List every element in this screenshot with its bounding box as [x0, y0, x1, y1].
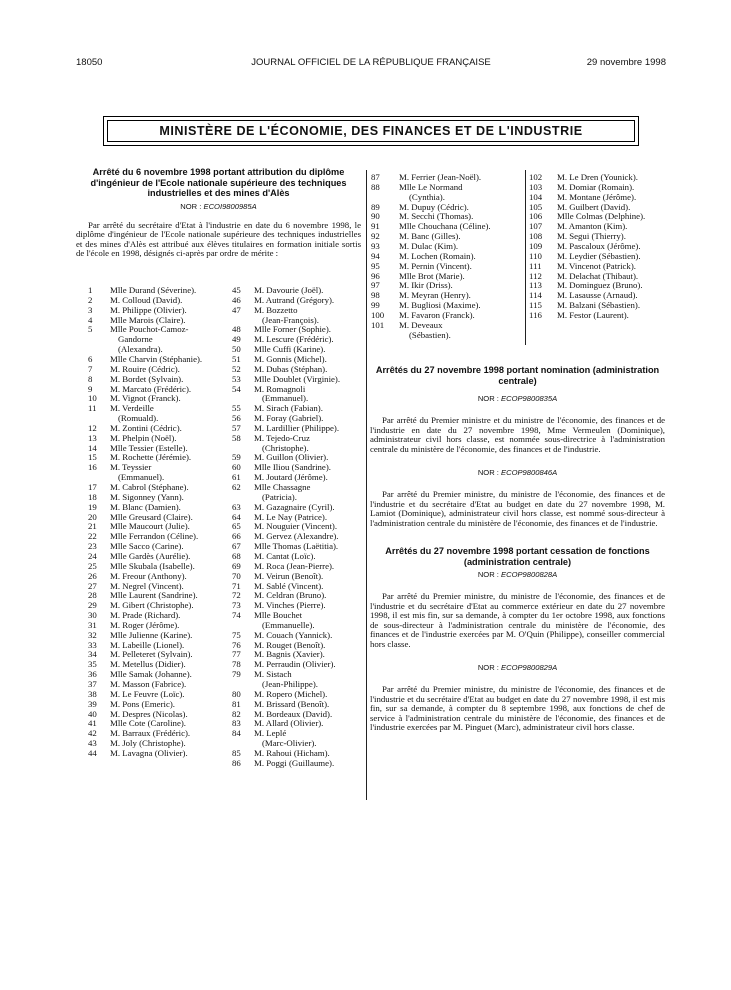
graduate-name: M. Meyran (Henry). — [399, 290, 471, 301]
rank-number: 5 — [88, 324, 93, 335]
rank-number: 31 — [88, 619, 97, 630]
graduate-name: M. Sistach — [254, 669, 292, 680]
graduate-name: M. Guillon (Olivier). — [254, 452, 329, 463]
rank-number: 75 — [232, 629, 241, 640]
graduate-name: M. Couach (Yannick). — [254, 629, 333, 640]
rank-number: 53 — [232, 373, 241, 384]
graduate-name: M. Lasausse (Arnaud). — [557, 290, 638, 301]
arrete-diplome-title: Arrêté du 6 novembre 1998 portant attribution du diplôme d'ingénieur de l'Ecole nationale supérieure des techniques industrielles et des mines d'Alès — [90, 167, 347, 198]
ministry-banner — [103, 116, 639, 146]
nor-reference: NOR : ECOI9800985A — [180, 201, 257, 211]
graduate-name: M. Pelleteret (Sylvain). — [110, 649, 193, 660]
rank-number: 36 — [88, 669, 97, 680]
graduate-name: M. Prade (Richard). — [110, 610, 181, 621]
rank-number: 8 — [88, 373, 93, 384]
graduate-name: M. Cantat (Loïc). — [254, 550, 316, 561]
rank-number: 6 — [88, 353, 93, 364]
rank-number: 39 — [88, 698, 97, 709]
graduate-name: M. Barraux (Frédéric). — [110, 728, 191, 739]
rank-number: 21 — [88, 521, 97, 532]
graduate-name: M. Leplé — [254, 728, 287, 739]
rank-number: 14 — [88, 442, 97, 453]
graduate-name: M. Bozzetto — [254, 304, 298, 315]
graduate-name: Mlle Gardès (Aurélie). — [110, 550, 191, 561]
graduate-name: M. Sirach (Fabian). — [254, 403, 323, 414]
graduate-name: M. Gervez (Alexandre). — [254, 531, 339, 542]
rank-number: 62 — [232, 482, 241, 492]
rank-number: 65 — [232, 521, 241, 532]
rank-number: 56 — [232, 413, 241, 424]
graduate-name: Mlle Charvin (Stéphanie). — [110, 353, 203, 364]
journal-title: JOURNAL OFFICIEL DE LA RÉPUBLIQUE FRANÇAISE — [251, 57, 491, 68]
rank-number: 22 — [88, 531, 97, 542]
rank-number: 99 — [371, 300, 380, 311]
graduate-name: Mlle Marois (Claire). — [110, 314, 186, 325]
graduate-name: Mlle Sacco (Carine). — [110, 541, 184, 552]
graduate-name: M. Gibert (Christophe). — [110, 600, 194, 611]
rank-number: 52 — [232, 363, 241, 374]
graduate-name: M. Masson (Fabrice). — [110, 679, 187, 689]
graduate-name: M. Leydier (Sébastien). — [557, 250, 641, 261]
graduate-name: M. Zontini (Cédric). — [110, 422, 182, 433]
graduate-name: M. Le Dren (Younick). — [557, 172, 638, 182]
graduate-name: Mlle Cuffi (Karine). — [254, 344, 326, 355]
graduate-name: M. Joutard (Jérôme). — [254, 472, 328, 483]
rank-number: 107 — [529, 221, 543, 232]
graduate-name: M. Delachat (Thibaut). — [557, 270, 639, 281]
graduate-name: M. Dupuy (Cédric). — [399, 201, 469, 212]
graduate-name: M. Ropero (Michel). — [254, 688, 328, 699]
rank-number: 89 — [371, 201, 380, 212]
graduate-name: (Marc-Olivier). — [262, 738, 317, 749]
graduate-name: M. Vincenot (Patrick). — [557, 260, 636, 271]
rank-number: 37 — [88, 679, 97, 689]
rank-number: 68 — [232, 550, 241, 561]
graduate-name: M. Joly (Christophe). — [110, 738, 186, 749]
rank-number: 41 — [88, 718, 97, 729]
graduate-name: (Christophe). — [262, 442, 309, 453]
graduate-name: (Jean-Philippe). — [262, 679, 318, 689]
rank-number: 33 — [88, 639, 97, 650]
rank-number: 97 — [371, 280, 380, 291]
arrete-nomination-body-1: Par arrêté du Premier ministre et du ministre de l'économie, des finances et de l'industrie en date du 27 novembre 1998, Mme Vermeulen (Dominique), administrateur civil hors classe, est nommée sous-directrice à l'administration centrale du ministère de l'économie, des finances et de l'industrie. — [370, 415, 665, 454]
graduate-name: M. Perraudin (Olivier). — [254, 659, 336, 670]
graduate-name: M. Balzani (Sébastien). — [557, 300, 641, 311]
graduate-name: Mlle Skubala (Isabelle). — [110, 560, 195, 571]
graduate-name: M. Colloud (David). — [110, 294, 183, 305]
graduate-name: (Emmanuel). — [262, 393, 309, 404]
arrete-diplome — [76, 167, 361, 259]
nor-code: ECOP9800846A — [501, 468, 558, 477]
graduate-name: M. Ikir (Driss). — [399, 280, 453, 291]
rank-number: 60 — [232, 462, 241, 473]
graduate-name: Mlle Maucourt (Julie). — [110, 521, 190, 532]
graduate-name: M. Bugliosi (Maxime). — [399, 300, 481, 311]
nor-reference: NOR : ECOP9800829A — [477, 663, 558, 672]
graduate-name: M. Nouguier (Vincent). — [254, 521, 338, 532]
graduate-name: M. Sigonney (Yann). — [110, 491, 184, 502]
rank-number: 58 — [232, 432, 241, 443]
rank-number: 114 — [529, 290, 542, 301]
rank-number: 45 — [232, 285, 241, 295]
rank-number: 103 — [529, 181, 543, 192]
rank-number: 34 — [88, 649, 97, 660]
rank-number: 84 — [232, 728, 241, 739]
column-rule-list — [525, 170, 526, 345]
graduate-name: M. Rouire (Cédric). — [110, 363, 180, 374]
graduate-name: M. Negrel (Vincent). — [110, 580, 184, 591]
graduate-name: M. Veirun (Benoît). — [254, 570, 324, 581]
rank-number: 113 — [529, 280, 542, 291]
graduate-name: M. Banc (Gilles). — [399, 231, 461, 242]
graduate-name: Mlle Ferrandon (Céline). — [110, 531, 199, 542]
rank-number: 43 — [88, 738, 97, 749]
graduate-name: M. Davourie (Joël). — [254, 285, 324, 295]
graduate-name: M. Philippe (Olivier). — [110, 304, 187, 315]
rank-number: 50 — [232, 344, 241, 355]
graduate-name: M. Bordeaux (David). — [254, 708, 333, 719]
arrete-cessation-body-2: Par arrêté du Premier ministre, du ministre de l'économie, des finances et de l'industrie et du secrétaire d'Etat au budget en date du 27 novembre 1998, il est mis fin, sur sa demande, à compter du 8 septembre 1998, aux fonctions de chef de service à l'administration centrale du ministère de l'économie, des finances et de l'industrie exercées par M. Pinguet (Marc), administrateur civil hors classe. — [370, 684, 665, 732]
graduate-name: M. Vignot (Franck). — [110, 393, 181, 404]
graduate-name: M. Rouget (Benoît). — [254, 639, 326, 650]
rank-number: 11 — [88, 403, 97, 414]
nor-reference: NOR : ECOP9800846A — [477, 468, 558, 477]
rank-number: 15 — [88, 452, 97, 463]
graduate-name: M. Labeille (Lionel). — [110, 639, 185, 650]
graduate-name: M. Domiar (Romain). — [557, 181, 635, 192]
graduate-name: M. Poggi (Guillaume). — [254, 757, 335, 768]
graduate-name: M. Freour (Anthony). — [110, 570, 187, 581]
rank-number: 72 — [232, 590, 241, 601]
rank-number: 38 — [88, 688, 97, 699]
graduate-name: M. Celdran (Bruno). — [254, 590, 327, 601]
rank-number: 73 — [232, 600, 241, 611]
rank-number: 16 — [88, 462, 97, 473]
graduate-name: M. Le Feuvre (Loïc). — [110, 688, 185, 699]
rank-number: 63 — [232, 501, 241, 512]
arrete-cessation-title: Arrêtés du 27 novembre 1998 portant cessation de fonctions (administration centrale) — [385, 546, 650, 567]
arrete-nomination-body-2: Par arrêté du Premier ministre, du ministre de l'économie, des finances et de l'industrie et du secrétaire d'Etat au budget en date du 27 novembre 1998, M. Lamiot (Dominique), administrateur civil hors classe, est nommé sous-directeur à l'administration centrale du ministère de l'économie, des finances et de l'industrie. — [370, 489, 665, 528]
rank-number: 4 — [88, 314, 93, 325]
graduate-name: M. Dominguez (Bruno). — [557, 280, 643, 291]
rank-number: 105 — [529, 201, 543, 212]
rank-number: 51 — [232, 353, 241, 364]
rank-number: 19 — [88, 501, 97, 512]
graduate-name: M. Roger (Jérôme). — [110, 619, 180, 630]
rank-number: 2 — [88, 294, 93, 305]
rank-number: 81 — [232, 698, 241, 709]
page-header — [76, 57, 666, 69]
rank-number: 96 — [371, 270, 380, 281]
rank-number: 64 — [232, 511, 241, 522]
rank-number: 1 — [88, 285, 93, 295]
rank-number: 112 — [529, 270, 542, 281]
rank-number: 80 — [232, 688, 241, 699]
nor-code: ECOP9800829A — [501, 663, 558, 672]
graduate-name: M. Lochen (Romain). — [399, 250, 476, 261]
rank-number: 49 — [232, 334, 241, 345]
rank-number: 25 — [88, 560, 97, 571]
graduate-name: (Patricia). — [262, 491, 297, 502]
rank-number: 90 — [371, 211, 380, 222]
graduate-name: M. Vinches (Pierre). — [254, 600, 326, 611]
graduate-name: M. Guilbert (David). — [557, 201, 631, 212]
graduate-name: M. Lescure (Frédéric). — [254, 334, 334, 345]
rank-number: 12 — [88, 422, 97, 433]
rank-number: 55 — [232, 403, 241, 414]
graduate-name: M. Bordet (Sylvain). — [110, 373, 184, 384]
page-number: 18050 — [76, 57, 103, 68]
graduate-name: Mlle Samak (Johanne). — [110, 669, 192, 680]
rank-number: 88 — [371, 181, 380, 192]
arrete-diplome-body: Par arrêté du secrétaire d'Etat à l'industrie en date du 6 novembre 1998, le diplôme d'ingénieur de l'Ecole nationale supérieure des techniques industrielles et des mines d'Alès est attribué aux élèves titulaires en formation initiale sortis de l'école en 1998, désignés ci-après par ordre de mérite : — [76, 219, 361, 258]
rank-number: 27 — [88, 580, 97, 591]
rank-number: 67 — [232, 541, 241, 552]
nor-code: ECOP9800828A — [501, 570, 558, 579]
graduate-name: M. Brissard (Benoît). — [254, 698, 330, 709]
graduate-name: M. Lavagna (Olivier). — [110, 747, 188, 758]
rank-number: 32 — [88, 629, 97, 640]
arrete-cessation-body-1: Par arrêté du Premier ministre, du ministre de l'économie, des finances et de l'industrie et du secrétaire d'Etat au commerce extérieur en date du 27 novembre 1998, il est mis fin, sur sa demande, à compter du 1er octobre 1998, aux fonctions de sous-directeur à l'administration centrale du ministère de l'économie, des finances et de l'industrie exercées par M. O'Quin (Philippe), conseiller commercial hors classe. — [370, 591, 665, 649]
rank-number: 48 — [232, 324, 241, 335]
graduate-name: M. Tejedo-Cruz — [254, 432, 310, 443]
graduate-name: M. Romagnoli — [254, 383, 306, 394]
rank-number: 29 — [88, 600, 97, 611]
rank-number: 94 — [371, 250, 380, 261]
graduate-name: Mlle Brot (Marie). — [399, 270, 465, 281]
graduate-name: Mlle Doublet (Virginie). — [254, 373, 341, 384]
rank-number: 91 — [371, 221, 380, 232]
rank-number: 79 — [232, 669, 241, 680]
column-rule-left — [366, 170, 367, 800]
graduate-name: (Cynthia). — [409, 191, 445, 202]
rank-number: 83 — [232, 718, 241, 729]
rank-number: 9 — [88, 383, 93, 394]
graduate-name: M. Lardillier (Philippe). — [254, 422, 340, 433]
graduate-name: M. Rahoui (Hicham). — [254, 747, 330, 758]
graduate-name: M. Pascaloux (Jérôme). — [557, 240, 641, 251]
graduate-name: Mlle Greusard (Claire). — [110, 511, 193, 522]
graduate-name: M. Sablé (Vincent). — [254, 580, 324, 591]
graduate-name: Mlle Iliou (Sandrine). — [254, 462, 331, 473]
rank-number: 69 — [232, 560, 241, 571]
rank-number: 116 — [529, 309, 542, 320]
graduate-name: Mlle Durand (Séverine). — [110, 285, 197, 295]
graduate-name: M. Bagnis (Xavier). — [254, 649, 325, 660]
graduate-name: M. Despres (Nicolas). — [110, 708, 188, 719]
rank-number: 92 — [371, 231, 380, 242]
graduate-name: M. Festor (Laurent). — [557, 309, 629, 320]
graduate-name: (Sébastien). — [409, 329, 451, 340]
nor-reference: NOR : ECOP9800835A — [477, 394, 558, 403]
graduate-name: M. Favaron (Franck). — [399, 309, 475, 320]
rank-number: 47 — [232, 304, 241, 315]
rank-number: 66 — [232, 531, 241, 542]
graduate-name: M. Blanc (Damien). — [110, 501, 181, 512]
rank-number: 59 — [232, 452, 241, 463]
graduate-name: M. Rochette (Jérémie). — [110, 452, 192, 463]
rank-number: 20 — [88, 511, 97, 522]
rank-number: 102 — [529, 172, 543, 182]
rank-number: 35 — [88, 659, 97, 670]
graduate-name: Mlle Julienne (Karine). — [110, 629, 193, 640]
rank-number: 78 — [232, 659, 241, 670]
rank-number: 106 — [529, 211, 543, 222]
graduate-name: (Jean-François). — [262, 314, 319, 325]
graduate-name: Mlle Pouchot-Camoz- — [110, 324, 189, 335]
rank-number: 3 — [88, 304, 93, 315]
rank-number: 77 — [232, 649, 241, 660]
rank-number: 71 — [232, 580, 241, 591]
rank-number: 109 — [529, 240, 543, 251]
graduate-name: M. Le Nay (Patrice). — [254, 511, 328, 522]
graduate-name: (Emmanuel). — [118, 472, 165, 483]
graduate-name: M. Dubas (Stéphan). — [254, 363, 328, 374]
graduate-name: Mlle Laurent (Sandrine). — [110, 590, 198, 601]
rank-number: 57 — [232, 422, 241, 433]
graduate-name: Mlle Cote (Caroline). — [110, 718, 186, 729]
rank-number: 104 — [529, 191, 543, 202]
graduate-name: M. Montane (Jérôme). — [557, 191, 637, 202]
graduate-name: Mlle Colmas (Delphine). — [557, 211, 646, 222]
graduate-name: M. Teyssier — [110, 462, 152, 473]
rank-number: 87 — [371, 172, 380, 182]
rank-number: 46 — [232, 294, 241, 305]
graduate-name: Gandorne — [118, 334, 153, 345]
graduate-name: M. Amanton (Kim). — [557, 221, 628, 232]
graduate-name: Mlle Chassagne — [254, 482, 311, 492]
rank-number: 40 — [88, 708, 97, 719]
graduate-name: M. Autrand (Grégory). — [254, 294, 335, 305]
rank-number: 23 — [88, 541, 97, 552]
graduate-name: Mlle Forner (Sophie). — [254, 324, 331, 335]
graduate-name: M. Segui (Thierry). — [557, 231, 626, 242]
rank-number: 13 — [88, 432, 97, 443]
rank-number: 7 — [88, 363, 93, 374]
nor-code: ECOI9800985A — [203, 201, 257, 211]
rank-number: 70 — [232, 570, 241, 581]
rank-number: 10 — [88, 393, 97, 404]
arretes-nomination-cessation — [370, 365, 665, 733]
rank-number: 93 — [371, 240, 380, 251]
graduate-name: M. Gonnis (Michel). — [254, 353, 327, 364]
graduate-name: M. Phelpin (Noël). — [110, 432, 177, 443]
rank-number: 61 — [232, 472, 241, 483]
rank-number: 17 — [88, 482, 97, 492]
rank-number: 86 — [232, 757, 241, 768]
graduate-name: (Emmanuelle). — [262, 619, 315, 630]
rank-number: 30 — [88, 610, 97, 621]
graduate-name: M. Deveaux — [399, 319, 443, 330]
graduate-name: M. Secchi (Thomas). — [399, 211, 474, 222]
graduate-name: (Alexandra). — [118, 344, 163, 355]
rank-number: 115 — [529, 300, 542, 311]
rank-number: 28 — [88, 590, 97, 601]
graduate-name: M. Cabrol (Stéphane). — [110, 482, 189, 492]
rank-number: 111 — [529, 260, 542, 271]
graduate-name: (Romuald). — [118, 413, 159, 424]
rank-number: 24 — [88, 550, 97, 561]
nor-code: ECOP9800835A — [501, 394, 558, 403]
graduate-name: M. Foray (Gabriel). — [254, 413, 324, 424]
rank-number: 74 — [232, 610, 241, 621]
rank-number: 42 — [88, 728, 97, 739]
rank-number: 18 — [88, 491, 97, 502]
rank-number: 101 — [371, 319, 385, 330]
rank-number: 76 — [232, 639, 241, 650]
graduate-name: Mlle Tessier (Estelle). — [110, 442, 188, 453]
graduate-name: Mlle Thomas (Laëtitia). — [254, 541, 339, 552]
graduate-name: M. Marcato (Frédéric). — [110, 383, 192, 394]
rank-number: 98 — [371, 290, 380, 301]
graduate-name: Mlle Chouchana (Céline). — [399, 221, 491, 232]
rank-number: 95 — [371, 260, 380, 271]
rank-number: 108 — [529, 231, 543, 242]
graduate-name: M. Gazagnaire (Cyril). — [254, 501, 335, 512]
rank-number: 44 — [88, 747, 97, 758]
graduate-name: M. Pernin (Vincent). — [399, 260, 472, 271]
graduate-name: Mlle Bouchet — [254, 610, 303, 621]
rank-number: 85 — [232, 747, 241, 758]
nor-reference: NOR : ECOP9800828A — [477, 570, 558, 579]
ministry-title: MINISTÈRE DE L'ÉCONOMIE, DES FINANCES ET DE L'INDUSTRIE — [107, 120, 635, 142]
issue-date: 29 novembre 1998 — [586, 57, 666, 68]
graduate-name: M. Dulac (Kim). — [399, 240, 459, 251]
graduate-name: M. Verdeille — [110, 403, 154, 414]
rank-number: 54 — [232, 383, 241, 394]
arrete-nomination-title: Arrêtés du 27 novembre 1998 portant nomination (administration centrale) — [375, 365, 660, 386]
graduate-name: M. Allard (Olivier). — [254, 718, 324, 729]
rank-number: 82 — [232, 708, 241, 719]
rank-number: 26 — [88, 570, 97, 581]
rank-number: 100 — [371, 309, 385, 320]
graduate-name: M. Ferrier (Jean-Noël). — [399, 172, 482, 182]
graduate-name: M. Roca (Jean-Pierre). — [254, 560, 335, 571]
graduate-name: Mlle Le Normand — [399, 181, 463, 192]
rank-number: 110 — [529, 250, 542, 261]
graduate-name: M. Metellus (Didier). — [110, 659, 186, 670]
graduate-name: M. Pons (Emeric). — [110, 698, 175, 709]
